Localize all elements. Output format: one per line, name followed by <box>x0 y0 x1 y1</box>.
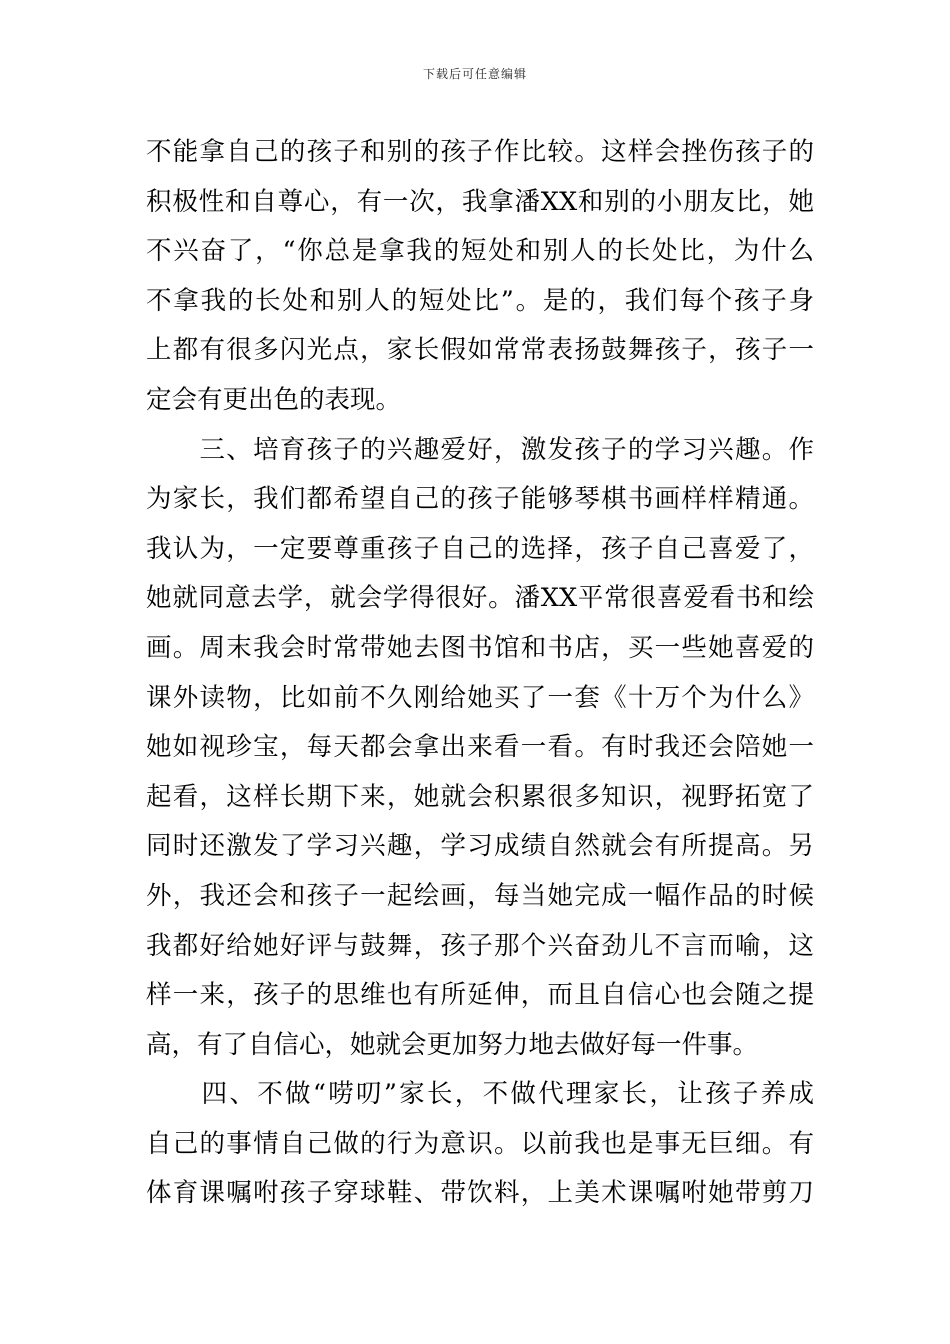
text-line: 高，有了自信心，她就会更加努力地去做好每一件事。 <box>146 1029 759 1060</box>
text-line: 三、培育孩子的兴趣爱好，激发孩子的学习兴趣。作 <box>146 434 814 465</box>
text-line: 四、不做“唠叨”家长，不做代理家长，让孩子养成 <box>146 1079 814 1110</box>
text-line: 上都有很多闪光点，家长假如常常表扬鼓舞孩子，孩子一 <box>146 335 814 366</box>
text-line: 起看，这样长期下来，她就会积累很多知识，视野拓宽了 <box>146 781 814 812</box>
text-line: 我认为，一定要尊重孩子自己的选择，孩子自己喜爱了， <box>146 533 814 564</box>
text-line: 课外读物，比如前不久刚给她买了一套《十万个为什么》 <box>146 682 814 713</box>
text-line: 我都好给她好评与鼓舞，孩子那个兴奋劲儿不言而喻，这 <box>146 930 814 961</box>
text-line: 不能拿自己的孩子和别的孩子作比较。这样会挫伤孩子的 <box>146 137 814 167</box>
text-line: 不拿我的长处和别人的短处比”。是的，我们每个孩子身 <box>146 285 814 316</box>
text-line: 体育课嘱咐孩子穿球鞋、带饮料，上美术课嘱咐她带剪刀 <box>146 1178 814 1209</box>
text-line: 定会有更出色的表现。 <box>146 384 402 415</box>
text-line: 不兴奋了，“你总是拿我的短处和别人的长处比，为什么 <box>146 236 814 267</box>
text-line: 她如视珍宝，每天都会拿出来看一看。有时我还会陪她一 <box>146 732 814 763</box>
text-line: 样一来，孩子的思维也有所延伸，而且自信心也会随之提 <box>146 980 814 1011</box>
text-line: 为家长，我们都希望自己的孩子能够琴棋书画样样精通。 <box>146 484 814 515</box>
page-header: 下载后可任意编辑 <box>422 67 527 81</box>
text-line: 她就同意去学，就会学得很好。潘XX平常很喜爱看书和绘 <box>146 583 814 614</box>
text-line: 画。周末我会时常带她去图书馆和书店，买一些她喜爱的 <box>146 632 814 663</box>
text-line: 积极性和自尊心，有一次，我拿潘XX和别的小朋友比，她 <box>146 186 814 217</box>
text-line: 外，我还会和孩子一起绘画，每当她完成一幅作品的时候 <box>146 880 814 911</box>
text-line: 自己的事情自己做的行为意识。以前我也是事无巨细。有 <box>146 1128 814 1159</box>
text-line: 同时还激发了学习兴趣，学习成绩自然就会有所提高。另 <box>146 831 814 862</box>
body-text <box>146 128 814 1219</box>
